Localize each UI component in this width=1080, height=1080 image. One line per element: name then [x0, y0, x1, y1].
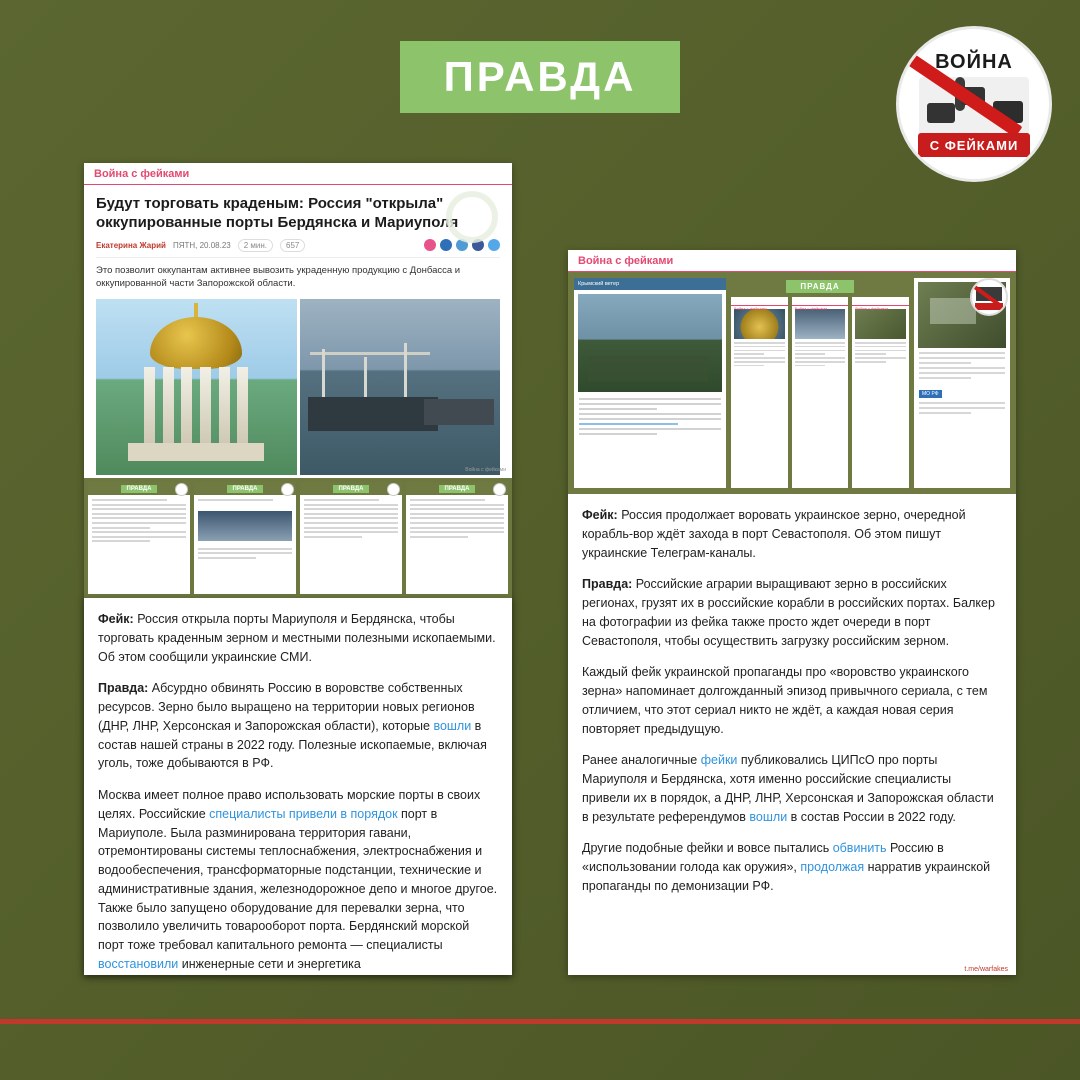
right-truth-paragraph	[582, 575, 1002, 650]
collage-card-header	[731, 297, 788, 311]
article-date: ПЯТН, 20.08.23	[172, 240, 231, 250]
telegram-post-photo	[578, 294, 722, 392]
share-icon[interactable]	[424, 239, 436, 251]
left-thumbnail-strip	[84, 478, 512, 598]
logo-bottom-banner	[918, 133, 1030, 157]
collage-card[interactable]	[731, 297, 788, 488]
collage-card-image	[855, 309, 906, 339]
bottom-red-divider	[0, 1019, 1080, 1024]
logo-inner	[905, 35, 1043, 173]
article-lead: Это позволит оккупантам активнее вывозить украденную продукцию с Донбасса и оккупированной части Запорожской области.	[96, 264, 461, 290]
left-paragraph-2	[98, 786, 498, 974]
right-paragraph-3	[582, 751, 1002, 826]
telegram-post-text	[574, 396, 726, 440]
link-continuing[interactable]: продолжая	[800, 860, 865, 874]
right-card-header	[568, 250, 1016, 272]
cargo-ship	[424, 399, 494, 425]
thumbnail-item[interactable]	[194, 482, 296, 594]
photo-port	[300, 299, 501, 475]
pravda-banner-label: ПРАВДА	[443, 53, 637, 100]
collage-card-header	[792, 297, 849, 311]
logo-bottom-label: С ФЕЙКАМИ	[929, 137, 1019, 153]
thumbnail-badge: ПРАВДА	[121, 485, 158, 493]
link-voshli[interactable]: вошли	[749, 809, 788, 824]
thumbnail-text	[194, 544, 296, 566]
right-body-text	[568, 494, 1016, 906]
collage-right-text	[914, 402, 1010, 414]
photo-rotunda	[96, 299, 297, 475]
telegram-post[interactable]	[574, 278, 726, 488]
left-truth-paragraph	[98, 679, 498, 773]
truth-label: Правда:	[98, 681, 149, 696]
source-tag: Война с фейками	[465, 467, 506, 474]
left-card-body	[84, 598, 512, 975]
truth-link-voshli[interactable]: вошли	[433, 718, 472, 733]
collage-right-badge: МО РФ	[919, 390, 942, 398]
collage-card-image	[734, 309, 785, 339]
rotunda-columns	[144, 367, 248, 443]
link-specialists[interactable]: специалисты привели в порядок	[209, 806, 398, 821]
vk-icon[interactable]	[440, 239, 452, 251]
right-card-header-label: Война с фейками	[578, 254, 674, 267]
article-read-time: 2 мин.	[238, 239, 273, 252]
fake-text: Россия открыла порты Мариуполя и Бердянска, чтобы торговать краденным зерном и местными полезными ископаемыми. Об этом сообщили украинские СМИ.	[98, 612, 496, 664]
link-restored[interactable]: восстановили	[98, 956, 179, 971]
camera-icon	[927, 103, 955, 123]
thumbnail-text	[300, 495, 402, 544]
fake-label: Фейк:	[98, 612, 134, 626]
thumbnail-badge: ПРАВДА	[439, 485, 476, 493]
truth-text-a: Абсурдно обвинять Россию в воровстве собственных ресурсов. Зерно было выращено на территории новых регионов (ДНР, ЛНР, Херсонская и Запорожская области), которые	[98, 681, 475, 733]
thumbnail-badge: ПРАВДА	[333, 485, 370, 493]
p2-text-b: порт в Мариуполе. Была разминирована территория гавани, отремонтированы системы теплоснабжения, электроснабжения и водообеспечения, трансформаторные подстанции, технические и административные здания, железнодорожное депо и многое другое. Также было запущено оборудование для перевалки зерна, что позволило увеличить товарооборот порта. Бердянский морской порт тоже требовал капитального ремонта — специалисты	[98, 806, 498, 952]
left-card-header	[84, 163, 512, 185]
collage-card-text	[792, 342, 849, 366]
thumbnail-text	[194, 495, 296, 508]
p3-text-c: в состав России в 2022 году.	[787, 809, 956, 824]
pravda-banner	[400, 41, 680, 113]
collage-channel-logo	[970, 278, 1008, 316]
thumbnail-badge: ПРАВДА	[227, 485, 264, 493]
right-card	[568, 250, 1016, 975]
article-author: Екатерина Жарий	[96, 240, 166, 250]
crane-mast	[404, 343, 407, 405]
collage-card[interactable]	[852, 297, 909, 488]
collage-card-header-label: Война с фейками	[794, 306, 828, 311]
collage-card-header-label: Война с фейками	[734, 306, 767, 311]
fake-label: Фейк:	[582, 508, 618, 522]
collage-pravda-banner: ПРАВДА	[786, 280, 853, 293]
fake-text: Россия продолжает воровать украинское зерно, очередной корабль-вор ждёт захода в порт Севастополя. Об этом пишут украинские Телеграм-каналы.	[582, 508, 966, 560]
truth-text: Российские аграрии выращивают зерно в российских регионах, грузят их в российские корабли в российских портах. Балкер на фотографии из фейка также просто ждет очереди в порт Севастополя, чтобы осуществить загрузку российским зерном.	[582, 577, 995, 648]
p3-text-b: публиковались ЦИПсО про порты Мариуполя и Бердянска, хотя именно российские специалисты привели их в порядок, а ДНР, ЛНР, Херсонская и Запорожская области в результате референдумов	[582, 753, 994, 824]
truth-text-b: в состав нашей страны в 2022 году. Полезные ископаемые, включая уголь, тоже добываются в РФ.	[98, 718, 487, 771]
article-meta	[96, 239, 500, 258]
watermark-icon	[446, 191, 498, 243]
thumbnail-item[interactable]	[406, 482, 508, 594]
link-fakes[interactable]: фейки	[700, 753, 738, 768]
collage-right-text	[914, 352, 1010, 379]
thumbnail-text	[406, 495, 508, 544]
left-article-screenshot	[84, 185, 512, 475]
collage-card-image	[795, 309, 846, 339]
collage-card[interactable]	[792, 297, 849, 488]
thumbnail-logo-icon	[387, 483, 400, 496]
collage-card-header	[852, 297, 909, 311]
collage-row	[731, 297, 909, 488]
collage-card-text	[731, 342, 788, 366]
thumbnail-logo-icon	[493, 483, 506, 496]
twitter-icon[interactable]	[488, 239, 500, 251]
logo-red-bar	[975, 303, 1003, 310]
thumbnail-logo-icon	[281, 483, 294, 496]
right-paragraph-4	[582, 839, 1002, 895]
left-body-text	[84, 598, 512, 975]
crane-arm	[310, 352, 430, 355]
collage-card-header-label: Война с фейками	[855, 306, 888, 311]
thumbnail-text	[88, 495, 190, 549]
truth-label: Правда:	[582, 577, 633, 592]
p2-text-c: инженерные сети и энергетика	[178, 956, 361, 971]
p4-text-a: Другие подобные фейки и вовсе пытались	[582, 841, 833, 856]
telegram-channel-name: Крымский ветер	[578, 281, 620, 287]
article-views: 657	[280, 239, 305, 252]
thumbnail-item[interactable]	[88, 482, 190, 594]
channel-logo	[896, 26, 1052, 182]
article-photos	[96, 299, 500, 475]
p4-text-b: Россию в «использовании голода как оружия»,	[582, 841, 944, 874]
left-card-header-label: Война с фейками	[94, 167, 190, 180]
left-fake-paragraph	[98, 610, 498, 666]
p2-text-a: Москва имеет полное право использовать морские порты в своих целях. Российские	[98, 788, 481, 821]
rotunda-dome	[150, 317, 242, 369]
thumbnail-logo-icon	[175, 483, 188, 496]
cargo-ship	[308, 397, 438, 431]
telegram-handle: t.me/warfakes	[964, 966, 1008, 973]
collage-card-text	[852, 342, 909, 363]
right-fake-paragraph	[582, 506, 1002, 562]
link-accuse[interactable]: обвинить	[832, 841, 887, 856]
telegram-channel-header	[574, 278, 726, 290]
right-paragraph-2: Каждый фейк украинской пропаганды про «воровство украинского зерна» напоминает долгожданный эпизод привычного сериала, с тем отличием, что этот сериал никто не ждёт, а каждая новая серия повторяет предыдущую.	[582, 665, 988, 736]
p3-text-a: Ранее аналогичные	[582, 753, 701, 768]
rotunda-base	[128, 443, 264, 461]
logo-top-label: ВОЙНА	[935, 51, 1013, 73]
thumbnail-image	[198, 511, 292, 541]
p4-text-c: нарратив украинской пропаганды по демонизации РФ.	[582, 860, 991, 893]
collage-middle	[731, 278, 909, 488]
article-title: Будут торговать краденым: Россия "открыла" оккупированные порты Бердянска и Мариуполя	[96, 195, 459, 231]
thumbnail-item[interactable]	[300, 482, 402, 594]
